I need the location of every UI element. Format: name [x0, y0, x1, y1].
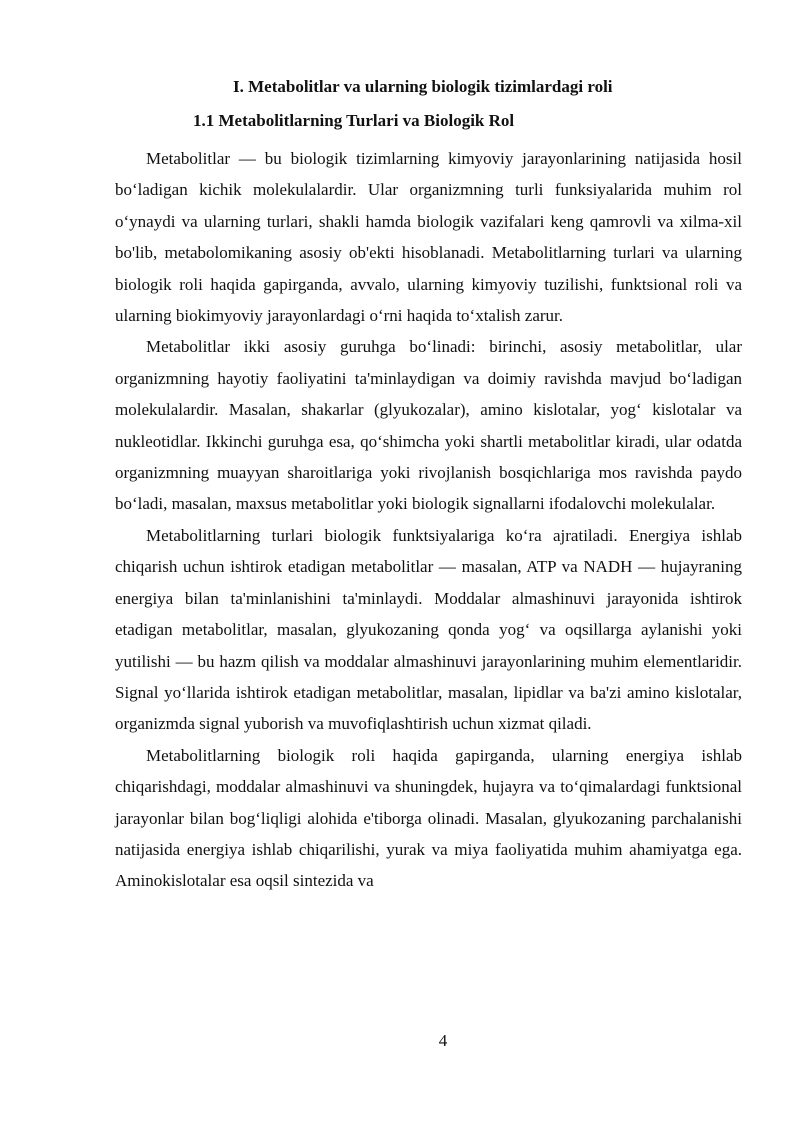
paragraph: Metabolitlarning biologik roli haqida gapirganda, ularning energiya ishlab chiqarishdagi, moddalar almashinuvi va shuningdek, hujayra va to‘qimalardagi funktsional jarayonlar bilan bog‘liqligi alohida e'tiborga olinadi. Masalan, glyukozaning parchalanishi natijasida energiya ishlab chiqarilishi, yurak va miya faoliyatida muhim ahamiyatga ega. Aminokislotalar esa oqsil sintezida va — [115, 745, 742, 891]
body-text — [115, 143, 742, 897]
paragraph: Metabolitlar — bu biologik tizimlarning kimyoviy jarayonlarining natijasida hosil bo‘ladigan kichik molekulalardir. Ular organizmning turli funksiyalarida muhim rol o‘ynaydi va ularning turlari, shakli hamda biologik vazifalari keng qamrovli va xilma-xil bo'lib, metabolomikaning asosiy ob'ekti hisoblanadi. Metabolitlarning turlari va ularning biologik roli haqida gapirganda, avvalo, ularning kimyoviy tuzilishi, funktsional roli va ularning biokimyoviy jarayonlardagi o‘rni haqida to‘xtalish zarur. — [115, 149, 742, 326]
subsection-title: 1.1 Metabolitlarning Turlari va Biologik Rol — [193, 111, 515, 130]
paragraph: Metabolitlarning turlari biologik funktsiyalariga ko‘ra ajratiladi. Energiya ishlab chiqarish uchun ishtirok etadigan metabolitlar — masalan, ATP va NADH — hujayraning energiya bilan ta'minlanishini ta'minlaydi. Moddalar almashinuvi jarayonida ishtirok etadigan metabolitlar, masalan, glyukozaning qonda yog‘ va oqsillarga aylanishi yoki yutilishi — bu hazm qilish va moddalar almashinuvi jarayonlarining muhim elementlaridir. Signal yo‘llarida ishtirok etadigan metabolitlar, masalan, lipidlar va ba'zi amino kislotalar, organizmda signal yuborish va muvofiqlashtirish uchun xizmat qiladi. — [115, 525, 742, 734]
section-title: I. Metabolitlar va ularning biologik tizimlardagi roli — [233, 77, 613, 96]
page-number: 4 — [438, 1031, 448, 1050]
paragraph: Metabolitlar ikki asosiy guruhga bo‘linadi: birinchi, asosiy metabolitlar, ular organizmning hayotiy faoliyatini ta'minlaydigan va doimiy ravishda mavjud bo‘ladigan molekulalardir. Masalan, shakarlar (glyukozalar), amino kislotalar, yog‘ kislotalar va nukleotidlar. Ikkinchi guruhga esa, qo‘shimcha yoki shartli metabolitlar kiradi, ular odatda organizmning muayyan sharoitlariga yoki rivojlanish bosqichlariga mos ravishda paydo bo‘ladi, masalan, maxsus metabolitlar yoki biologik signallarni ifodalovchi molekulalar. — [115, 337, 742, 514]
